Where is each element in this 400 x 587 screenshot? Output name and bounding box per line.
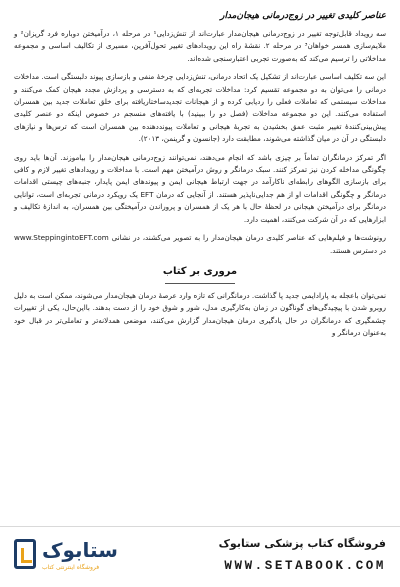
- review-title-underline: [165, 283, 235, 284]
- paragraph-book-review: نمی‌توان باعجله به پارادایمی جدید پا گذاشت. درمانگرانی که تازه وارد عرصهٔ درمان هیجان‌مدار می‌شوند، ممکن است به دلیل روبرو شدن با پیچیدگی‌های گوناگون در زمان به‌کارگیری مدل، شور و شوق خود را از دست بدهند. بااین‌حال، یکی از تغییرات چشمگیری که درمانگران در حال یادگیری درمان هیجان‌مدار گزارش می‌کنند، موضعی همدلانه‌تر و تعاملی‌تر در قبال خود به‌عنوان درمانگر و: [14, 290, 386, 338]
- logo-tagline: فروشگاه اینترنتی کتاب: [42, 564, 100, 571]
- paragraph-resources: رونوشت‌ها و فیلم‌هایی که عناصر کلیدی درمان هیجان‌مدار را به تصویر می‌کشند، در نشانی www.SteppingintoEFT.com در دسترس هستند.: [14, 233, 386, 255]
- setabook-logo[interactable]: [14, 535, 132, 581]
- book-icon: [14, 539, 36, 569]
- store-footer-banner: [0, 526, 400, 587]
- paragraph-core-tasks: این سه تکلیف اساسی عبارت‌اند از تشکیل یک اتحاد درمانی، تنش‌زدایی چرخهٔ منفی و بازسازی پیوند دلبستگی است. مداخلات درمانی را می‌توان به دو مجموعه تقسیم کرد: مداخلات تجربه‌ای که به دسترسی و پردازش مجدد هیجان کمک می‌کنند و مداخلات سیستمی که تعاملات فعلی را ردیابی کرده و از هیجانات تجدیدساختار‌یافته برای خلق تعاملات جدید بین همسران استفاده می‌کنند. این دو مجموعه مداخلات (فصل دو را ببینید) با یافته‌های منسجم در خصوص اینکه دو عنصر کلیدی پیش‌بینی‌کنندهٔ تغییر مثبت عمق بخشیدن به تجربهٔ هیجانی و تعاملات پیونددهنده بین همسران است که ترس‌ها و نیازهای دلبستگی در آن در میان گذاشته می‌شوند، مطابقت دارد (جانسون و گرینمن، ۲۰۱۳).: [14, 72, 386, 144]
- paragraph-therapist-focus: اگر تمرکز درمانگران تماماً بر چیزی باشد که انجام می‌دهند، نمی‌توانند زوج‌درمانی هیجان‌مدار را بیاموزند. آن‌ها باید روی چگونگی مداخله کردن نیز تمرکز کنند. سبک درمانگر و روش درآمیختن مهم است. با مداخلات و رویدادهای تغییر لازم و کافی برای بازسازی الگوهای رابطه‌ای ناکارآمد در جهت ارتباط هیجانی ایمن و پیوندهای ایمن پایدار، جنبه‌های چیستی اقدامات درمانگر و چگونگی اقدامات او از هم جدایی‌ناپذیر هستند. از آنجایی که درمان EFT یک رویکرد درمانی تجربه‌ای است، توانایی درمانگر برای درآمیختن هیجانی در لحظهٔ حال با هر یک از همسران و پروراندن درآمیختگی بین همسران، به اندازهٔ تکالیف و ابزارهایی که در آن شرکت می‌کنند، اهمیت دارد.: [14, 152, 386, 224]
- store-url-link[interactable]: WWW.SETABOOK.COM: [224, 559, 386, 573]
- paragraph-key-elements: سه رویداد قابل‌توجه تغییر در زوج‌درمانی هیجان‌مدار عبارت‌اند از تنش‌زدایی¹ در مرحله ۱، درآمیختن دوباره فرد گریزان² و ملایم‌سازی همسر خواهان³ در مرحله ۲. نقشهٔ راه این رویدادهای تغییر تحول‌آفرین، مسیری از تکالیف اساسی و مجموعه مداخلاتی را ترسیم می‌کند که به‌صورت تجربی اعتبارسنجی شده‌اند.: [14, 29, 386, 63]
- review-title: مروری بر کتاب: [162, 265, 238, 277]
- logo-wordmark: ستابوک: [42, 538, 118, 562]
- section-title: عناصر کلیدی تغییر در زوج‌درمانی هیجان‌مدار: [220, 11, 386, 21]
- store-name: فروشگاه کتاب پزشکی ستابوک: [218, 537, 386, 550]
